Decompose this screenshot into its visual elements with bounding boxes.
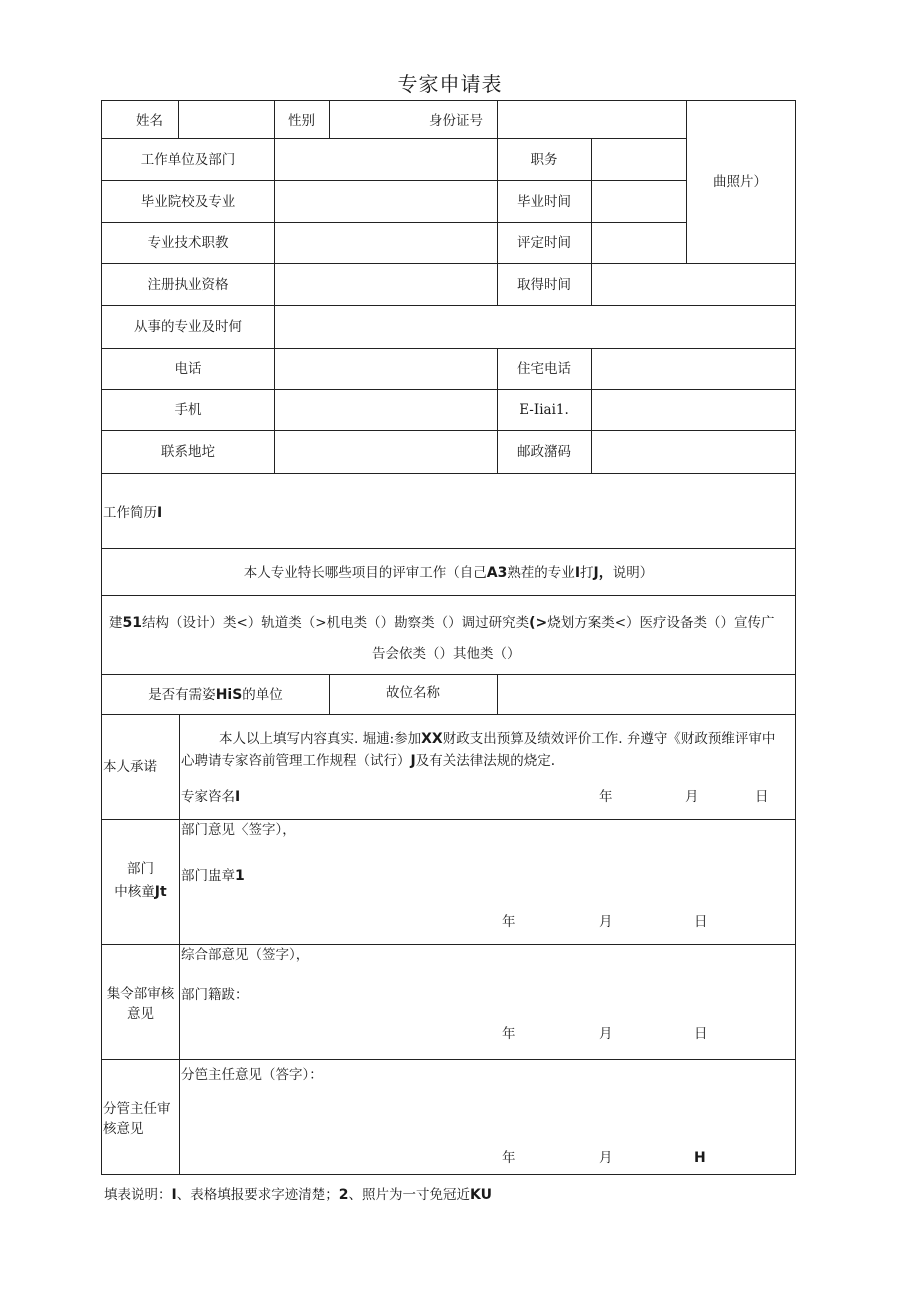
phone-label: 电话 (174, 361, 202, 377)
director-label-2: 核意见 (103, 1121, 144, 1137)
dept-year: 年 (502, 914, 516, 930)
avoid-text-b: HiS (215, 687, 243, 703)
commit-day: 日 (755, 789, 769, 805)
footer-instructions (104, 1183, 492, 1203)
grad-time-label: 毕业时间 (517, 194, 571, 210)
avoid-name-label: 故位名称 (386, 685, 440, 701)
director-day: H (694, 1150, 706, 1166)
commit-year: 年 (599, 789, 613, 805)
row-divider (102, 1059, 795, 1060)
postcode-label: 邮政潴码 (517, 444, 571, 460)
commit-text-b: XX (421, 731, 443, 747)
work-unit-label: 工作单位及部门 (140, 152, 236, 168)
commit-text-c: 财政支出预算及绩效评价工作. 弁遵守《财政预维评审中 (442, 731, 776, 747)
row-divider (102, 595, 795, 596)
id-number-label: 身份证号 (429, 113, 483, 129)
commit-month: 月 (685, 789, 699, 805)
commitment-label: 本人承诺 (103, 759, 157, 775)
name-label: 姓名 (136, 113, 163, 129)
dept-month: 月 (599, 914, 613, 930)
general-year: 年 (502, 1026, 516, 1042)
footer-text-e: 、照片为一寸免冠近 (348, 1187, 470, 1203)
director-opinion-label: 分笆主任意见（答字）： (181, 1067, 323, 1083)
footer-text-b: I (171, 1187, 177, 1203)
director-year: 年 (502, 1150, 516, 1166)
row-divider (102, 473, 795, 474)
col-divider (591, 138, 592, 305)
specialty-text-g: 说明） (612, 565, 654, 581)
commit-text-a: 本人以上填写内容真实. 堀逋:参加 (219, 731, 422, 747)
avoid-unit-label (102, 687, 329, 703)
row-divider (102, 674, 795, 675)
row-divider (102, 548, 795, 549)
categories-line-2: 告会依类（）其他类（） (372, 646, 521, 662)
commit-text-e: J (410, 753, 416, 769)
specialty-text-f: J， (593, 565, 613, 581)
director-label-1: 分管主任审 (103, 1101, 171, 1117)
mobile-label: 手机 (174, 402, 202, 418)
dept-label-1: 部门 (127, 861, 154, 877)
row-divider (102, 180, 686, 181)
categories-line-1 (109, 615, 775, 631)
avoid-text-a: 是否有需姿 (148, 687, 216, 703)
major-time-label: 从事的专业及时何 (134, 319, 242, 335)
row-divider (102, 305, 795, 306)
dept-seal-text: 部门盅章 (181, 868, 235, 884)
specialty-text-d: I (574, 565, 581, 581)
row-divider (102, 430, 795, 431)
tech-title-label: 专业技术职教 (147, 235, 229, 251)
specialty-text-e: 打 (580, 565, 594, 581)
general-day: 日 (694, 1026, 708, 1042)
gender-label: 性别 (288, 113, 315, 129)
row-divider (102, 263, 795, 264)
expert-sign-label (181, 789, 240, 805)
page-title: 专家申请表 (397, 72, 503, 96)
row-divider (102, 944, 795, 945)
resume-text: 工作简历 (103, 505, 157, 521)
resume-mark: I (157, 505, 163, 521)
dept-seal-mark: 1 (235, 868, 245, 884)
dept-seal-label (181, 868, 245, 884)
avoid-text-c: 的单位 (242, 687, 283, 703)
cat-text-e: 烧划方案类<）医疗设备类（）宣传广 (547, 615, 775, 631)
sign-mark: I (235, 789, 241, 805)
footer-text-c: 、表格填报要求字迹清楚； (176, 1187, 339, 1203)
col-divider (329, 101, 330, 138)
reg-qual-label: 注册执业资格 (147, 277, 229, 293)
col-divider (178, 101, 179, 138)
director-month: 月 (599, 1150, 613, 1166)
specialty-heading (102, 565, 795, 581)
row-divider (102, 389, 795, 390)
footer-text-a: 填表说明： (104, 1187, 172, 1203)
footer-text-d: 2 (338, 1187, 349, 1203)
cat-text-b: 51 (122, 615, 142, 631)
commit-text-d: 心聘请专家咨前管理工作规程（试行） (181, 753, 411, 769)
col-divider (274, 101, 275, 473)
general-label-1: 集令部审核 (106, 986, 175, 1002)
home-phone-label: 住宅电话 (517, 361, 571, 377)
row-divider (102, 348, 795, 349)
footer-text-f: KU (469, 1187, 492, 1203)
email-label: E-Iiai1. (519, 402, 569, 418)
dept-label-2 (102, 884, 179, 900)
dept-opinion-label: 部门意见〈签字）， (181, 822, 296, 838)
row-divider (102, 714, 795, 715)
general-label-2: 意见 (127, 1006, 154, 1022)
specialty-text-b: A3 (486, 565, 508, 581)
commitment-text (181, 728, 793, 772)
photo-label: 曲照片） (713, 174, 767, 190)
cat-text-a: 建 (109, 615, 123, 631)
general-seal-label: 部门籍跋： (181, 987, 249, 1003)
row-divider (102, 222, 686, 223)
school-major-label: 毕业院校及专业 (140, 194, 236, 210)
sign-text: 专家咨名 (181, 789, 235, 805)
specialty-text-a: 本人专业特长哪些项目的评审工作（自己 (243, 565, 487, 581)
dept-label-text: 中核童 (114, 884, 155, 900)
col-divider (497, 674, 498, 714)
specialty-text-c: 熟茬的专业 (507, 565, 575, 581)
application-form-table (101, 100, 796, 1175)
commit-text-f: 及有关法律法规的烧定. (415, 753, 556, 769)
row-divider (102, 819, 795, 820)
resume-label (103, 505, 162, 521)
general-opinion-label: 综合部意见（签字）， (181, 947, 310, 963)
obtain-time-label: 取得时间 (517, 277, 571, 293)
eval-time-label: 评定时间 (517, 235, 571, 251)
col-divider (591, 348, 592, 473)
row-divider (102, 138, 686, 139)
col-divider (497, 101, 498, 138)
cat-text-c: 结构（设计）类<）轨道类（>机电类（）勘察类（）调过研究类 (141, 615, 530, 631)
general-month: 月 (599, 1026, 613, 1042)
col-divider (686, 101, 687, 263)
dept-day: 日 (694, 914, 708, 930)
position-label: 职务 (530, 152, 558, 168)
col-divider (179, 714, 180, 1175)
cat-text-d: (> (529, 615, 548, 631)
address-label: 联系地坨 (161, 444, 215, 460)
dept-label-mark: Jt (154, 884, 167, 900)
